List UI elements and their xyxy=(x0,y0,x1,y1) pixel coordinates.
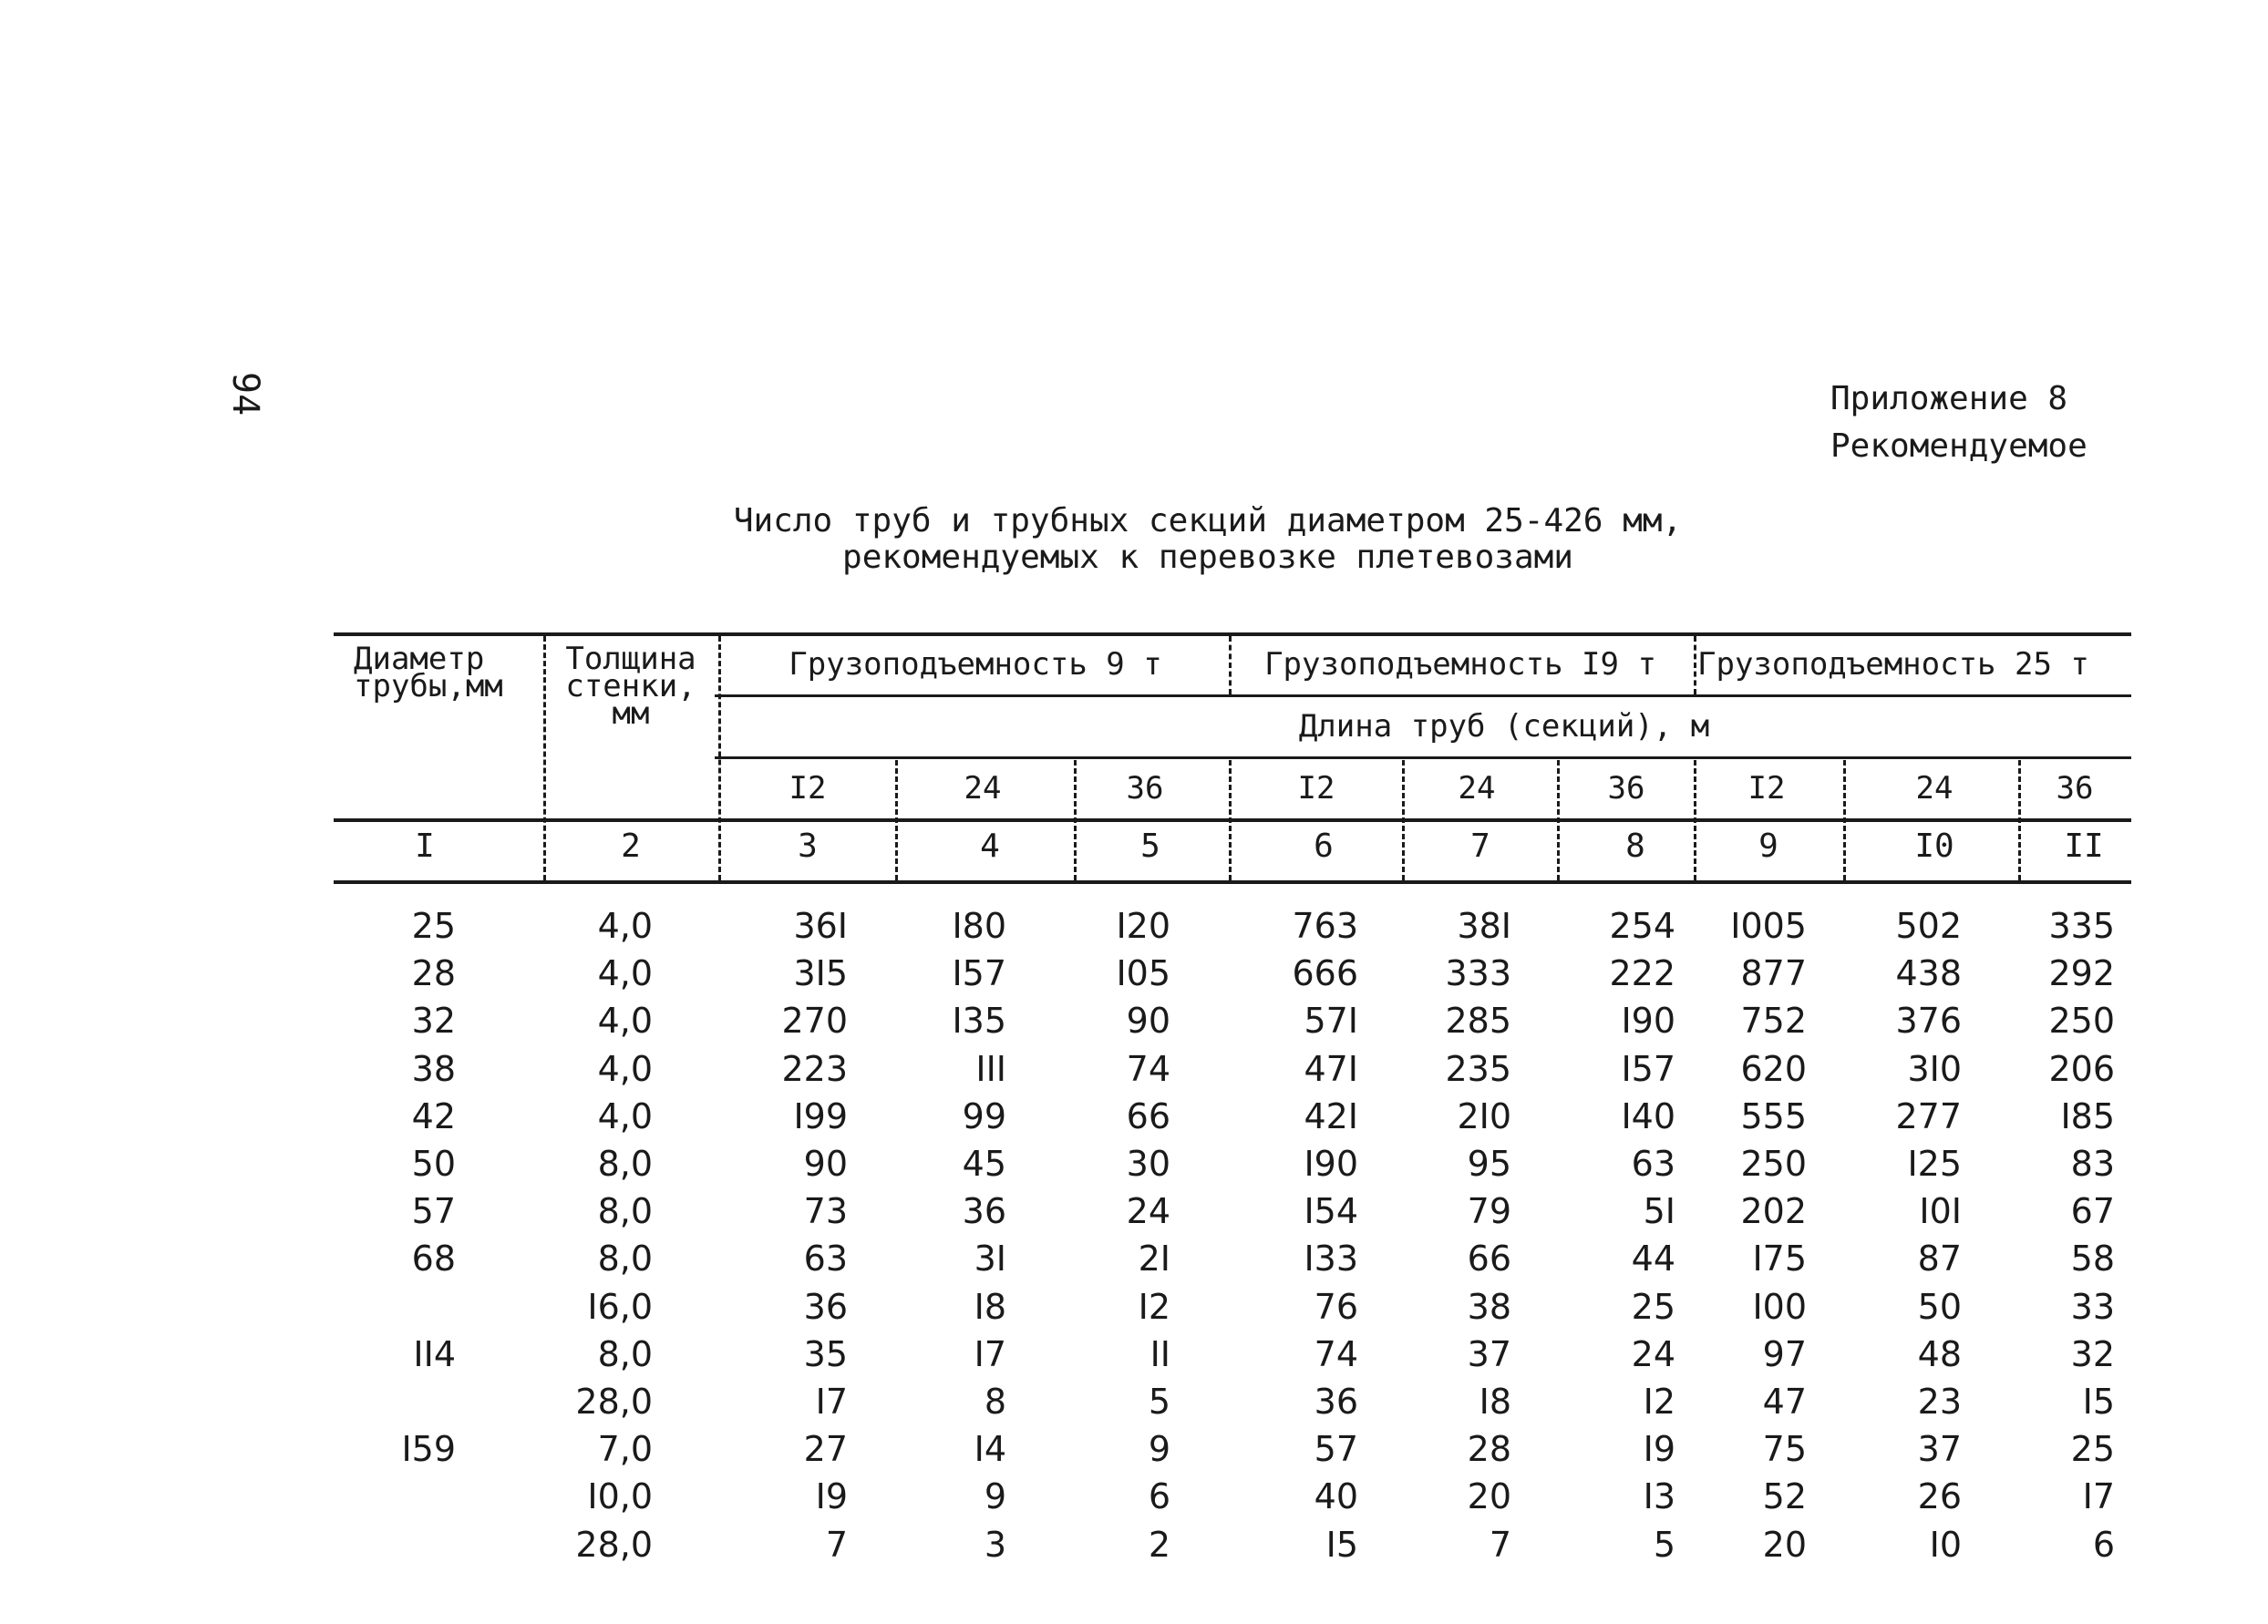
table-cell: 63 xyxy=(803,1239,848,1280)
table-cell: I99 xyxy=(793,1095,848,1136)
table-cell: 222 xyxy=(1609,953,1675,994)
table-cell: 752 xyxy=(1740,1001,1807,1042)
table-cell: 8 xyxy=(984,1382,1006,1422)
document-title xyxy=(638,503,1778,576)
table-row xyxy=(0,1140,2268,1187)
table-cell: 5 xyxy=(1148,1382,1170,1422)
appendix-status: Рекомендуемое xyxy=(1830,427,2088,465)
header-rule-4 xyxy=(334,880,2131,884)
table-cell: 26 xyxy=(1917,1476,1962,1517)
table-cell: III xyxy=(975,1048,1006,1089)
table-cell: I5 xyxy=(2082,1382,2115,1422)
header-rule-2 xyxy=(715,756,2131,759)
table-cell: 235 xyxy=(1445,1048,1511,1089)
table-cell: 270 xyxy=(781,1001,848,1042)
header-diameter: Диаметр трубы,мм xyxy=(354,641,503,704)
table-cell: 95 xyxy=(1467,1144,1511,1184)
table-cell: 7 xyxy=(1489,1524,1511,1565)
table-cell: 33 xyxy=(2070,1286,2115,1327)
table-cell: 502 xyxy=(1895,906,1962,946)
table-cell: 9 xyxy=(1148,1429,1170,1470)
table-cell: 73 xyxy=(803,1191,848,1232)
table-cell: I2 xyxy=(1138,1286,1170,1327)
column-divider xyxy=(1074,760,1077,880)
table-cell: 5 xyxy=(1653,1524,1675,1565)
table-cell: I80 xyxy=(952,906,1006,946)
column-divider xyxy=(1694,636,1696,694)
column-number: 2 xyxy=(621,827,641,865)
appendix-label xyxy=(1830,375,2088,470)
page-number: 94 xyxy=(224,372,266,416)
table-cell: 63 xyxy=(1631,1144,1675,1184)
table-cell: I7 xyxy=(2082,1476,2115,1517)
table-cell: I85 xyxy=(2060,1095,2115,1136)
table-cell: I5 xyxy=(1325,1524,1358,1565)
table-cell: I005 xyxy=(1730,906,1807,946)
table-cell: 38 xyxy=(1467,1286,1511,1327)
table-cell: 2I0 xyxy=(1457,1095,1511,1136)
table-row xyxy=(0,1521,2268,1568)
column-divider xyxy=(1694,760,1696,880)
column-number: 3 xyxy=(798,827,818,865)
table-cell: 30 xyxy=(1126,1144,1170,1184)
column-number: 9 xyxy=(1758,827,1778,865)
table-cell: 254 xyxy=(1609,906,1675,946)
table-cell: 4,0 xyxy=(597,1001,653,1042)
table-row xyxy=(0,1283,2268,1331)
column-number: 6 xyxy=(1314,827,1334,865)
table-cell: 38I xyxy=(1457,906,1511,946)
table-cell: 47I xyxy=(1304,1048,1358,1089)
table-cell: 620 xyxy=(1740,1048,1807,1089)
column-number: I0 xyxy=(1914,827,1954,865)
table-cell: 8,0 xyxy=(597,1144,653,1184)
column-divider xyxy=(1229,760,1232,880)
table-cell: 50 xyxy=(1917,1286,1962,1327)
table-cell: 28,0 xyxy=(575,1524,653,1565)
table-row xyxy=(0,1235,2268,1282)
table-cell: I75 xyxy=(1752,1239,1807,1280)
column-divider xyxy=(1229,636,1232,694)
table-cell: 666 xyxy=(1292,953,1358,994)
table-row xyxy=(0,1187,2268,1235)
table-cell: I57 xyxy=(952,953,1006,994)
table-cell: 292 xyxy=(2048,953,2115,994)
table-top-rule xyxy=(334,632,2131,636)
table-cell: I59 xyxy=(401,1429,456,1470)
table-cell: 66 xyxy=(1126,1095,1170,1136)
table-cell: 763 xyxy=(1292,906,1358,946)
table-cell: 877 xyxy=(1740,953,1807,994)
table-cell: 277 xyxy=(1895,1095,1962,1136)
table-cell: I35 xyxy=(952,1001,1006,1042)
table-cell: 42I xyxy=(1304,1095,1358,1136)
table-cell: 206 xyxy=(2048,1048,2115,1089)
table-cell: I3 xyxy=(1643,1476,1675,1517)
table-cell: 202 xyxy=(1740,1191,1807,1232)
table-cell: 223 xyxy=(781,1048,848,1089)
table-cell: 90 xyxy=(803,1144,848,1184)
table-cell: 9 xyxy=(984,1476,1006,1517)
header-length-12: I2 xyxy=(789,770,827,807)
table-cell: I7 xyxy=(815,1382,848,1422)
table-cell: 32 xyxy=(411,1001,456,1042)
table-cell: 97 xyxy=(1762,1333,1807,1374)
table-cell: I20 xyxy=(1116,906,1170,946)
table-cell: 40 xyxy=(1314,1476,1358,1517)
table-cell: 8,0 xyxy=(597,1333,653,1374)
table-row xyxy=(0,1378,2268,1425)
table-cell: 74 xyxy=(1314,1333,1358,1374)
table-cell: 27 xyxy=(803,1429,848,1470)
table-row xyxy=(0,997,2268,1044)
table-row xyxy=(0,1093,2268,1140)
table-cell: I00 xyxy=(1752,1286,1807,1327)
title-line-1: Число труб и трубных секций диаметром 25-426 мм, xyxy=(733,502,1683,540)
table-cell: 83 xyxy=(2070,1144,2115,1184)
table-cell: 36I xyxy=(793,906,848,946)
table-cell: 25 xyxy=(1631,1286,1675,1327)
header-capacity-25t: Грузоподъемность 25 т xyxy=(1697,646,2089,683)
table-cell: 28 xyxy=(411,953,456,994)
appendix-number: Приложение 8 xyxy=(1830,380,2068,417)
table-cell: 36 xyxy=(803,1286,848,1327)
table-cell: 438 xyxy=(1895,953,1962,994)
table-cell: 48 xyxy=(1917,1333,1962,1374)
table-row xyxy=(0,1473,2268,1520)
column-number: I xyxy=(415,827,435,865)
table-row xyxy=(0,1331,2268,1378)
table-row xyxy=(0,1045,2268,1093)
column-number: 4 xyxy=(980,827,1000,865)
table-cell: I8 xyxy=(1479,1382,1511,1422)
table-cell: I9 xyxy=(815,1476,848,1517)
column-number: 7 xyxy=(1470,827,1490,865)
table-cell: 24 xyxy=(1631,1333,1675,1374)
table-cell: 57 xyxy=(1314,1429,1358,1470)
table-cell: 57 xyxy=(411,1191,456,1232)
table-cell: 32 xyxy=(2070,1333,2115,1374)
table-cell: I0,0 xyxy=(587,1476,653,1517)
table-cell: 2 xyxy=(1148,1524,1170,1565)
header-length-24: 24 xyxy=(1915,770,1954,807)
table-cell: 7,0 xyxy=(597,1429,653,1470)
table-cell: 66 xyxy=(1467,1239,1511,1280)
table-cell: 35 xyxy=(803,1333,848,1374)
header-rule-3 xyxy=(334,818,2131,822)
table-cell: 25 xyxy=(2070,1429,2115,1470)
table-row xyxy=(0,902,2268,950)
table-cell: 87 xyxy=(1917,1239,1962,1280)
table-cell: 52 xyxy=(1762,1476,1807,1517)
table-cell: I40 xyxy=(1621,1095,1675,1136)
table-cell: 376 xyxy=(1895,1001,1962,1042)
table-cell: 3I5 xyxy=(793,953,848,994)
table-cell: I54 xyxy=(1304,1191,1358,1232)
table-cell: 4,0 xyxy=(597,953,653,994)
table-cell: 50 xyxy=(411,1144,456,1184)
table-cell: I05 xyxy=(1116,953,1170,994)
table-cell: I8 xyxy=(974,1286,1006,1327)
table-cell: 90 xyxy=(1126,1001,1170,1042)
table-cell: 8,0 xyxy=(597,1239,653,1280)
table-cell: I90 xyxy=(1304,1144,1358,1184)
header-rule-1 xyxy=(715,694,2131,697)
table-cell: I57 xyxy=(1621,1048,1675,1089)
table-cell: 28,0 xyxy=(575,1382,653,1422)
table-row xyxy=(0,1425,2268,1473)
column-divider xyxy=(2018,760,2021,880)
table-cell: 2I xyxy=(1138,1239,1170,1280)
table-cell: I6,0 xyxy=(587,1286,653,1327)
table-cell: 250 xyxy=(2048,1001,2115,1042)
column-divider xyxy=(1402,760,1405,880)
table-cell: 25 xyxy=(411,906,456,946)
table-cell: I33 xyxy=(1304,1239,1358,1280)
table-cell: 36 xyxy=(962,1191,1006,1232)
table-cell: 555 xyxy=(1740,1095,1807,1136)
table-cell: 38 xyxy=(411,1048,456,1089)
table-cell: 3I0 xyxy=(1907,1048,1962,1089)
table-cell: I9 xyxy=(1643,1429,1675,1470)
column-divider xyxy=(718,636,721,880)
column-divider xyxy=(895,760,898,880)
table-cell: 36 xyxy=(1314,1382,1358,1422)
table-cell: 4,0 xyxy=(597,906,653,946)
table-cell: I7 xyxy=(974,1333,1006,1374)
table-cell: 20 xyxy=(1467,1476,1511,1517)
table-cell: 44 xyxy=(1631,1239,1675,1280)
table-cell: 37 xyxy=(1467,1333,1511,1374)
column-number: 8 xyxy=(1625,827,1645,865)
column-number: 5 xyxy=(1140,827,1160,865)
table-cell: 79 xyxy=(1467,1191,1511,1232)
column-divider xyxy=(1557,760,1560,880)
table-cell: 42 xyxy=(411,1095,456,1136)
table-cell: 250 xyxy=(1740,1144,1807,1184)
table-cell: 4,0 xyxy=(597,1095,653,1136)
table-cell: 5I xyxy=(1643,1191,1675,1232)
title-line-2: рекомендуемых к перевозке плетевозами xyxy=(842,539,1573,576)
header-length-36: 36 xyxy=(2056,770,2094,807)
table-cell: I2 xyxy=(1643,1382,1675,1422)
header-pipe-length: Длина труб (секций), м xyxy=(1298,708,1710,745)
table-cell: 6 xyxy=(2092,1524,2115,1565)
table-cell: 6 xyxy=(1148,1476,1170,1517)
table-cell: 75 xyxy=(1762,1429,1807,1470)
table-cell: 57I xyxy=(1304,1001,1358,1042)
table-cell: 37 xyxy=(1917,1429,1962,1470)
header-capacity-9t: Грузоподъемность 9 т xyxy=(789,646,1162,683)
header-capacity-19t: Грузоподъемность I9 т xyxy=(1264,646,1656,683)
table-cell: 68 xyxy=(411,1239,456,1280)
table-cell: 7 xyxy=(825,1524,848,1565)
table-cell: 47 xyxy=(1762,1382,1807,1422)
table-cell: II xyxy=(1149,1333,1170,1374)
table-cell: 3I xyxy=(974,1239,1006,1280)
header-length-24: 24 xyxy=(1458,770,1496,807)
table-cell: 58 xyxy=(2070,1239,2115,1280)
table-cell: I90 xyxy=(1621,1001,1675,1042)
table-cell: 285 xyxy=(1445,1001,1511,1042)
header-length-12: I2 xyxy=(1747,770,1786,807)
table-cell: 4,0 xyxy=(597,1048,653,1089)
table-cell: I25 xyxy=(1907,1144,1962,1184)
table-cell: 24 xyxy=(1126,1191,1170,1232)
table-cell: II4 xyxy=(413,1333,456,1374)
table-cell: 28 xyxy=(1467,1429,1511,1470)
table-cell: I0 xyxy=(1929,1524,1962,1565)
column-number: II xyxy=(2064,827,2104,865)
header-length-36: 36 xyxy=(1126,770,1164,807)
table-cell: 20 xyxy=(1762,1524,1807,1565)
table-cell: 67 xyxy=(2070,1191,2115,1232)
header-length-36: 36 xyxy=(1607,770,1645,807)
table-cell: 333 xyxy=(1445,953,1511,994)
header-wall-thickness: Толщина стенки, мм xyxy=(565,641,696,732)
table-cell: 3 xyxy=(984,1524,1006,1565)
table-cell: 45 xyxy=(962,1144,1006,1184)
table-cell: 99 xyxy=(962,1095,1006,1136)
table-cell: 335 xyxy=(2048,906,2115,946)
table-cell: I4 xyxy=(974,1429,1006,1470)
table-cell: 8,0 xyxy=(597,1191,653,1232)
header-length-12: I2 xyxy=(1297,770,1335,807)
table-cell: I0I xyxy=(1919,1191,1962,1232)
header-length-24: 24 xyxy=(964,770,1002,807)
table-cell: 74 xyxy=(1126,1048,1170,1089)
table-cell: 23 xyxy=(1917,1382,1962,1422)
table-row xyxy=(0,950,2268,997)
column-divider xyxy=(1843,760,1846,880)
table-cell: 76 xyxy=(1314,1286,1358,1327)
